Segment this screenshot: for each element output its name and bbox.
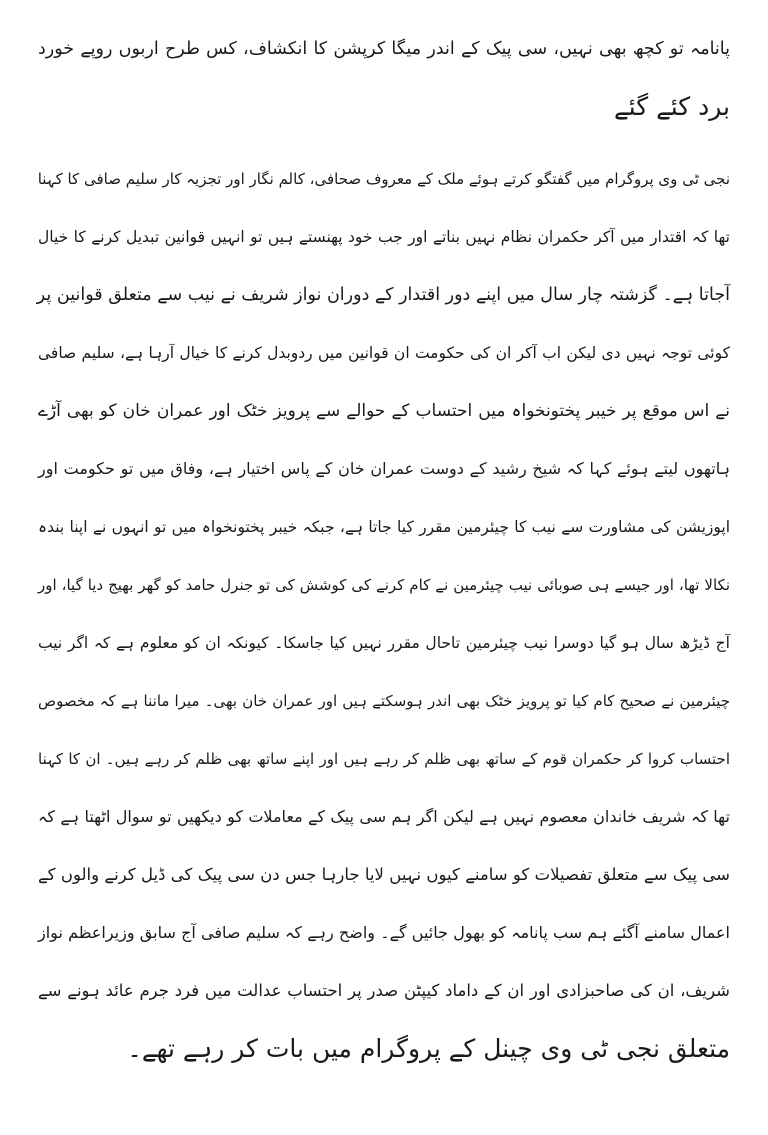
article-line: تھا کہ شریف خاندان معصوم نہیں ہے لیکن اگر ہم سی پیک کے معاملات کو دیکھیں تو سوال اٹھتا ہے کہ	[38, 807, 730, 826]
article-line: احتساب کروا کر حکمران قوم کے ساتھ بھی ظلم کر رہے ہیں اور اپنے ساتھ بھی ظلم کر رہے ہیں۔ ان کا کہنا	[38, 750, 730, 768]
article-line: نجی ٹی وی پروگرام میں گفتگو کرتے ہوئے ملک کے معروف صحافی، کالم نگار اور تجزیہ کار سلیم صافی کا کہنا	[37, 170, 730, 188]
article-line: نکالا تھا، اور جیسے ہی صوبائی نیب چیئرمین نے کام کرنے کی کوشش کی تو جنرل حامد کو گھر بھیج دیا گیا، اور	[38, 576, 730, 594]
article-body	[38, 150, 730, 1078]
headline-line: برد کئے گئے	[614, 92, 730, 121]
article-line: چیئرمین نے صحیح کام کیا تو پرویز خٹک بھی اندر ہوسکتے ہیں اور عمران خان بھی۔ میرا ماننا ہے کہ مخصوص	[38, 692, 730, 710]
headline	[38, 20, 730, 136]
spacer	[38, 136, 730, 150]
article-line: تھا کہ اقتدار میں آکر حکمران نظام نہیں بناتے اور جب خود پھنستے ہیں تو انہیں قوانین تبدیل کرنے کا خیال	[38, 228, 730, 246]
article-line: نے اس موقع پر خیبر پختونخواہ میں احتساب کے حوالے سے پرویز خٹک اور عمران خان کو بھی آڑے	[38, 401, 730, 421]
article-line: اعمال سامنے آگئے ہم سب پانامہ کو بھول جائیں گے۔ واضح رہے کہ سلیم صافی آج سابق وزیراعظم نواز	[38, 923, 730, 942]
article-line: کوئی توجہ نہیں دی لیکن اب آکر ان کی حکومت ان قوانین میں ردوبدل کرنے کا خیال آرہا ہے، سلیم صافی	[38, 344, 730, 362]
article-line: شریف، ان کی صاحبزادی اور ان کے داماد کیپٹن صدر پر احتساب عدالت میں فرد جرم عائد ہونے سے	[38, 981, 730, 1000]
article-line: سی پیک سے متعلق تفصیلات کو سامنے کیوں نہیں لایا جارہا جس دن سی پیک کی ڈیل کرنے والوں کے	[38, 865, 730, 884]
article-line: متعلق نجی ٹی وی چینل کے پروگرام میں بات کر رہے تھے۔	[127, 1034, 730, 1063]
article-line: اپوزیشن کی مشاورت سے نیب کا چیئرمین مقرر کیا جاتا ہے، جبکہ خیبر پختونخواہ میں تو انہوں نے اپنا بندہ	[38, 518, 730, 536]
headline-line: پانامہ تو کچھ بھی نہیں، سی پیک کے اندر میگا کرپشن کا انکشاف، کس طرح اربوں روپے خورد	[38, 39, 730, 59]
article-line: آج ڈیڑھ سال ہو گیا دوسرا نیب چیئرمین تاحال مقرر نہیں کیا جاسکا۔ کیونکہ ان کو معلوم ہے کہ اگر نیب	[38, 634, 730, 652]
article-line: آجاتا ہے۔ گزشتہ چار سال میں اپنے دور اقتدار کے دوران نواز شریف نے نیب سے متعلق قوانین پر	[36, 285, 730, 305]
article-line: ہاتھوں لیتے ہوئے کہا کہ شیخ رشید کے دوست عمران خان کے پاس اختیار ہے، وفاق میں تو حکومت اور	[38, 459, 730, 478]
